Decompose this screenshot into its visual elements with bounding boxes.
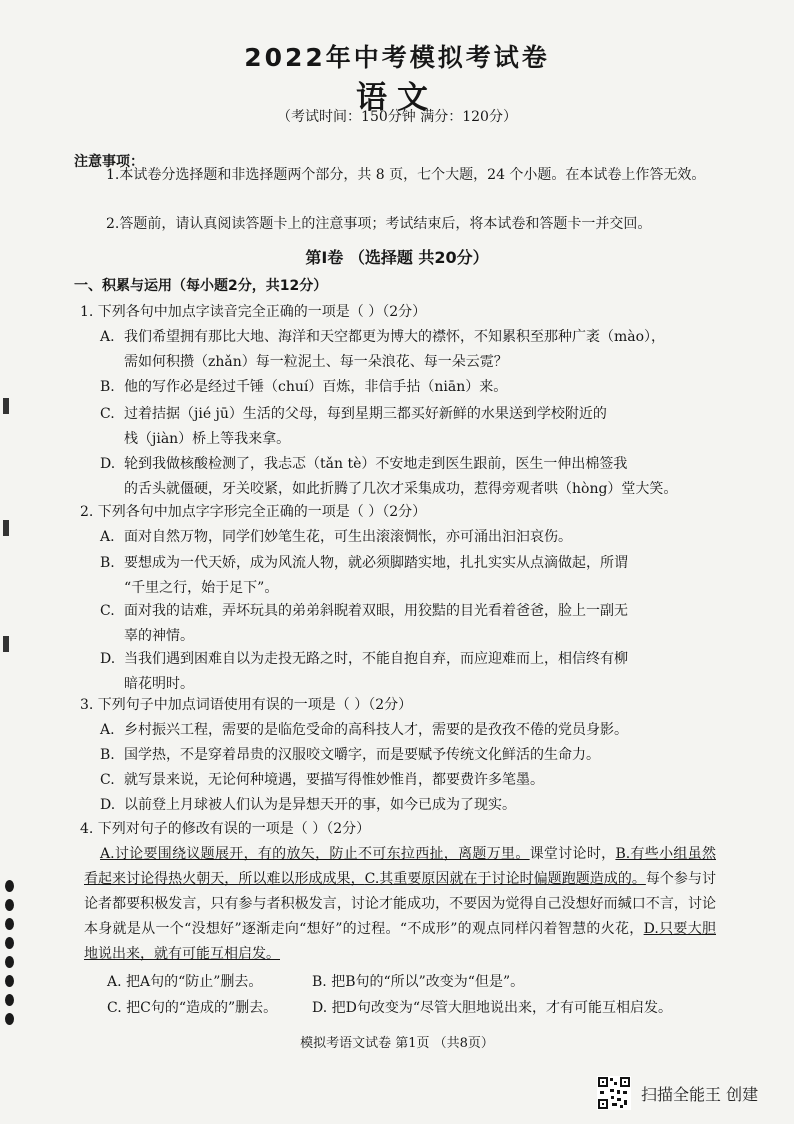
- question-1-stem: 1. 下列各句中加点字读音完全正确的一项是（ ）（2分）: [80, 304, 427, 320]
- option-line: 栈（jiàn）桥上等我来拿。: [124, 431, 291, 447]
- binding-margin-dots: [5, 880, 15, 1032]
- option-line: 的舌头就僵硬，牙关咬紧，如此折腾了几次才采集成功，惹得旁观者哄（hòng）堂大笑。: [124, 481, 678, 497]
- option-key: A.: [100, 722, 115, 738]
- binding-margin-mark: [3, 520, 9, 536]
- question-4-choices-row-2: [107, 996, 673, 1020]
- section-title: 一、积累与运用（每小题2分，共12分）: [74, 278, 328, 294]
- sentence-a: A.讨论要围绕议题展开，有的放矢，防止不可东拉西扯，离题万里。: [100, 846, 530, 862]
- question-1-option-a: [100, 325, 716, 375]
- option-line: 轮到我做核酸检测了，我忐忑（tǎn tè）不安地走到医生跟前，医生一伸出棉签我: [124, 456, 628, 472]
- part-title: 第Ⅰ卷 （选择题 共20分）: [305, 248, 489, 267]
- choice-d: D. 把D句改变为“尽管大胆地说出来，才有可能互相启发。: [312, 1000, 673, 1016]
- option-line: 我们希望拥有那比大地、海洋和天空都更为博大的襟怀，不知累积至那种广袤（mào），: [124, 329, 666, 345]
- option-key: C.: [100, 406, 115, 422]
- question-3-option-a: [100, 718, 716, 743]
- passage-text: 每个参与讨论者都要积极发言，只有参与者积极发言，讨论才能成功，不要因为觉得自己没想好而缄口不言，讨论本身就是从一个“没想好”逐渐走向“想好”的过程。“不成形”的观点同样闪着智慧的火花，: [84, 871, 716, 937]
- notice-item-1: 1.本试卷分选择题和非选择题两个部分，共 8 页，七个大题，24 个小题。在本试卷上作答无效。: [106, 167, 706, 183]
- question-2-option-d: [100, 647, 716, 697]
- option-line: 他的写作必是经过千锤（chuí）百炼，非信手拈（niān）来。: [124, 379, 508, 395]
- question-1-option-b: [100, 375, 716, 400]
- question-1-option-d: [100, 452, 716, 502]
- choice-a: A. 把A句的“防止”删去。: [107, 974, 263, 990]
- question-2-stem: 2. 下列各句中加点字字形完全正确的一项是（ ）（2分）: [80, 504, 427, 520]
- sentence-d: D.只要大胆地说出来，就有可能互相启发。: [84, 921, 716, 962]
- binding-margin-mark: [3, 398, 9, 414]
- question-3-option-d: [100, 793, 716, 818]
- option-line: 需如何积攒（zhǎn）每一粒泥土、每一朵浪花、每一朵云霓？: [124, 354, 508, 370]
- option-line: 以前登上月球被人们认为是异想天开的事，如今已成为了现实。: [124, 797, 516, 813]
- option-line: 乡村振兴工程，需要的是临危受命的高科技人才，需要的是孜孜不倦的党员身影。: [124, 722, 628, 738]
- option-line: 面对我的诘难，弄坏玩具的弟弟斜睨着双眼，用狡黠的目光看着爸爸，脸上一副无: [124, 603, 628, 619]
- qr-code-icon: [597, 1076, 631, 1110]
- option-line: 国学热，不是穿着昂贵的汉服咬文嚼字，而是要赋予传统文化鲜活的生命力。: [124, 747, 600, 763]
- option-key: D.: [100, 797, 116, 813]
- question-3-option-b: [100, 743, 716, 768]
- question-2-option-b: [100, 551, 716, 601]
- sentence-b: B.有些小组虽然看起来讨论得热火朝天，所以难以形成成果，: [84, 846, 716, 887]
- option-key: B.: [100, 747, 115, 763]
- choice-b: B. 把B句的“所以”改变为“但是”。: [312, 974, 525, 990]
- option-key: A.: [100, 529, 115, 545]
- option-line: 当我们遇到困难自以为走投无路之时，不能自抱自弃，而应迎难而上，相信终有柳: [124, 651, 628, 667]
- choice-c: C. 把C句的“造成的”删去。: [107, 1000, 278, 1016]
- passage-text: 课堂讨论时，: [529, 846, 616, 862]
- notice-title: 注意事项：: [74, 154, 144, 170]
- option-key: B.: [100, 555, 115, 571]
- option-key: B.: [100, 379, 115, 395]
- subject-title: 语文: [356, 80, 438, 116]
- option-key: C.: [100, 772, 115, 788]
- option-key: D.: [100, 456, 116, 472]
- question-4-passage: [84, 842, 716, 967]
- option-line: 面对自然万物，同学们妙笔生花，可生出滚滚惆怅，亦可涌出汩汩哀伤。: [124, 529, 572, 545]
- option-key: A.: [100, 329, 115, 345]
- sentence-c: C.其重要原因就在于讨论时偏题跑题造成的。: [364, 871, 646, 887]
- question-4-choices-row-1: [107, 970, 525, 994]
- binding-margin-mark: [3, 636, 9, 652]
- question-3-option-c: [100, 768, 716, 793]
- option-line: 要想成为一代天娇，成为风流人物，就必须脚踏实地，扎扎实实从点滴做起，所谓: [124, 555, 628, 571]
- exam-info: （考试时间：150分钟 满分：120分）: [277, 109, 517, 125]
- option-line: “千里之行，始于足下”。: [124, 580, 279, 596]
- option-line: 过着拮据（jié jū）生活的父母，每到星期三都买好新鲜的水果送到学校附近的: [124, 406, 607, 422]
- question-2-option-c: [100, 599, 716, 649]
- option-key: D.: [100, 651, 116, 667]
- option-line: 辜的神情。: [124, 628, 194, 644]
- page-footer: 模拟考语文试卷 第1页 （共8页）: [300, 1036, 494, 1051]
- option-key: C.: [100, 603, 115, 619]
- option-line: 暗花明时。: [124, 676, 194, 692]
- notice-item-2: 2.答题前，请认真阅读答题卡上的注意事项；考试结束后，将本试卷和答题卡一并交回。: [106, 216, 652, 232]
- scanner-watermark: [597, 1076, 758, 1110]
- question-4-stem: 4. 下列对句子的修改有误的一项是（ ）（2分）: [80, 821, 371, 837]
- question-1-option-c: [100, 402, 716, 452]
- question-2-option-a: [100, 525, 716, 550]
- exam-title: 2022年中考模拟考试卷: [244, 43, 550, 72]
- scanner-label: 扫描全能王 创建: [641, 1084, 759, 1104]
- option-line: 就写景来说，无论何种境遇，要描写得惟妙惟肖，都要费许多笔墨。: [124, 772, 544, 788]
- question-3-stem: 3. 下列句子中加点词语使用有误的一项是（ ）（2分）: [80, 697, 413, 713]
